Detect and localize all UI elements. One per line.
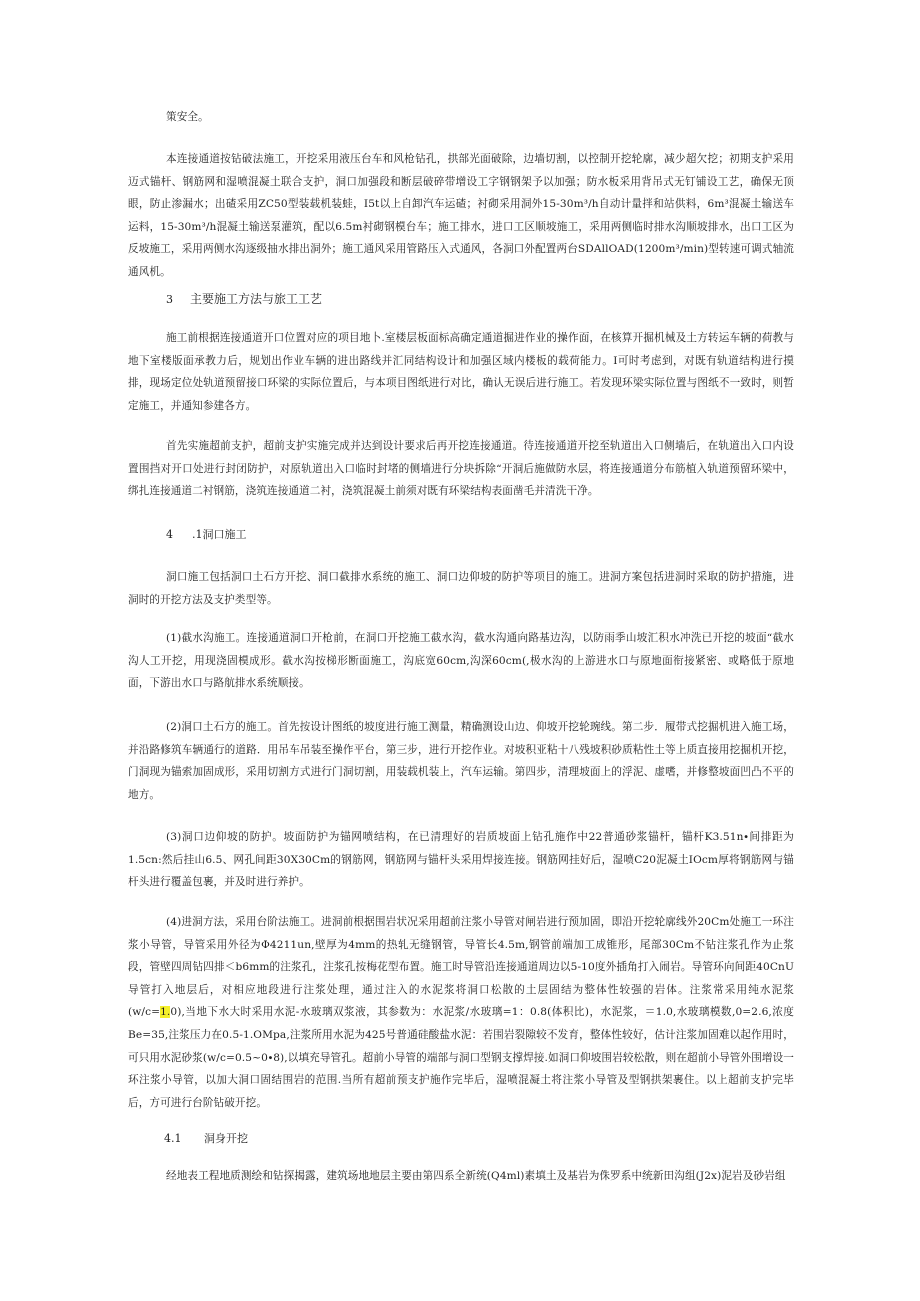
paragraph-entry-method xyxy=(128,911,794,1114)
section-number: 4.1 xyxy=(164,1132,182,1145)
paragraph-geology: 经地表工程地质测绘和钻探揭露，建筑场地地层主要由第四系全新统(Q4ml)素填土及基岩为侏罗系中统新田沟组(J2x)泥岩及砂岩组 xyxy=(166,1170,786,1182)
section-title: .1洞口施工 xyxy=(192,528,247,541)
section-heading-4-1 xyxy=(164,1129,248,1149)
paragraph-construction-method: 本连接通道按钻破法施工，开挖采用液压台车和风枪钻孔，拱部光面破除，边墙切割，以控制开挖轮廓，减少超欠挖；初期支护采用迈式锚杆、钢筋网和湿喷混凝土联合支护，洞口加强段和断层破碎带增设工字钢钢架予以加强；防水板采用背吊式无钉铺设工艺，确保无顶眼，防止渗漏水；出碴采用ZC50型装载机装蛙，I5t以上自卸汽车运碴；衬砌采用洞外15-30m³/h自动计量拌和站供料，6m³混凝土输送车运料，15-30m³/h混凝土输送泵灌筑，配以6.5m衬砌钢模台车；施工排水，进口工区顺坡施工，采用两侧临时排水沟顺坡排水，出口工区为反坡施工，采用两侧水沟逐级抽水排出洞外；施工通风采用管路压入式通风，各洞口外配置两台SDAllOAD(1200m³/min)型转速可调式轴流通风机。 xyxy=(128,153,794,278)
paragraph-advance-support: 首先实施超前支护，超前支护实施完成并达到设计要求后再开挖连接通道。待连接通道开挖至轨道出入口侧墙后，在轨道出入口内设置围挡对开口处进行封闭防护，对原轨道出入口临时封堵的侧墙进行分块拆除“开洞后施做防水层，将连接通道分布筋植入轨道预留环梁中，绑扎连接通道二衬钢筋，浇筑连接通道二衬，浇筑混凝土前须对既有环梁结构表面凿毛并清洗干净。 xyxy=(128,440,794,498)
section-title: 洞身开挖 xyxy=(204,1132,248,1145)
paragraph-slope-protection: (3)洞口边仰坡的防护。坡面防护为锚网喷结构，在已清理好的岩质坡面上钻孔施作中22普通砂浆锚杆，锚杆K3.51n∙间排距为1.5cn:然后挂山6.5、网孔间距30X30Cm的钢筋网，钢筋网与锚杆头采用焊接连接。钢筋网挂好后，湿喷C20泥凝土IOcm厚将钢筋网与锚杆头进行覆盖包裹，并及时进行养护。 xyxy=(128,831,794,889)
paragraph-ending-safety xyxy=(128,106,794,129)
section-number: 3 xyxy=(166,293,173,306)
paragraph-text-part1: (4)进洞方法，采用台阶法施工。进洞前根据围岩状况采用超前注浆小导管对闸岩进行预加固，即沿开挖轮廓线外20Cm处施工一环注浆小导管，导管采用外径为Φ4211un,壁厚为4mm的热轧无缝钢管，导管长4.5m,钢管前端加工成锥形，尾部30Cm不钻注浆孔作为止浆段，管壁四周钻四排＜b6mm的注浆孔，注浆孔按梅花型布置。施工时导管沿连接通道周边以5-10度外插角打入闹岩。导管环向间距40CnU导管打入地层后，对相应地段进行注浆处理，通过注入的水泥浆将洞口松散的土层固结为整体性较强的岩体。注浆常采用纯水泥浆(w∕c= xyxy=(128,916,794,1019)
section-heading-3 xyxy=(166,289,322,310)
section-number: 4 xyxy=(166,528,173,541)
paragraph-text-part2: 0),当地下水大时采用水泥-水玻璃双浆液，其参数为：水泥浆/水玻璃=1：0.8(体积比)，水泥浆，＝1.0,水玻璃模数,0=2.6,浓度Be=35,注浆压力在0.5-1.OMpa,注浆所用水泥为425号普通硅酸盐水泥：若围岩裂隙较不发育，整体性较好，估计注浆加固难以起作用时，可只用水泥砂浆(w∕c=0.5~0∙8),以填充导管孔。超前小导管的端部与洞口型钢支撑焊接.如洞口仰坡围岩较松散，则在超前小导管外围增设一环注浆小导管，以加大洞口固结围岩的范围.当所有超前预支护施作完毕后，湿喷混凝土将注浆小导管及型钢拱架裹住。以上超前支护完毕后，方可进行台阶钻破开挖。 xyxy=(128,1006,794,1109)
section-title: 主要施工方法与旅工工艺 xyxy=(190,292,323,306)
paragraph-text: 策安全。 xyxy=(166,111,209,123)
highlighted-text: 1. xyxy=(160,1006,171,1019)
paragraph-preparation: 施工前根据连接通道开口位置对应的项目地卜.室楼层板面标高确定通道掘进作业的操作面，在核算开掘机械及土方转运车辆的荷教与地下室楼版面承教力后，规划出作业车辆的进出路线并汇同结构设计和加强区域内楼板的载荷能力。I可时考虑到，对既有轨道结构进行摸排，现场定位处轨道预留接口环梁的实际位置后，与本项目图纸进行对比，确认无误后进行施工。若发现环梁实际位置与图纸不一致时，则暂定施工，并通知参建各方。 xyxy=(128,332,794,412)
paragraph-intercepting-ditch: (1)截水沟施工。连接通道洞口开枪前，在洞口开挖施工截水沟，截水沟通向路基边沟，以防雨季山坡汇积水冲洗已开挖的坡面“截水沟人工开挖，用现浇固模成形。截水沟按梯形断面施工，沟底宽60cm,沟深60cm(,极水沟的上游进水口与原地面衔接紧密、或略低于原地面，下游出水口与路航排水系统顺接。 xyxy=(128,632,794,690)
paragraph-portal-construction: 洞口施工包括洞口土石方开挖、洞口截排水系统的施工、洞口边仰坡的防护等项目的施工。进洞方案包括进洞时采取的防护措施，进洞时的开挖方法及支护类型等。 xyxy=(128,571,794,606)
paragraph-earthwork: (2)洞口土石方的施工。首先按设计图纸的坡度进行施工测量，精确测设山边、仰坡开挖轮琬线。第二步．履带式挖掘机进入施工场，并沿路修筑车辆通行的道路．用吊车吊装至操作平台，第三步，进行开挖作业。对坡积亚粘十八残坡积砂质粘性土等上质直接用挖掘机开挖，门洞现为锚索加固成形，采用切割方式进行门洞切割，用装载机装上，汽车运输。第四步，清理坡面上的浮泥、虚嗜，并修整坡面凹凸不平的地方。 xyxy=(128,721,794,801)
section-heading-4 xyxy=(166,525,247,545)
